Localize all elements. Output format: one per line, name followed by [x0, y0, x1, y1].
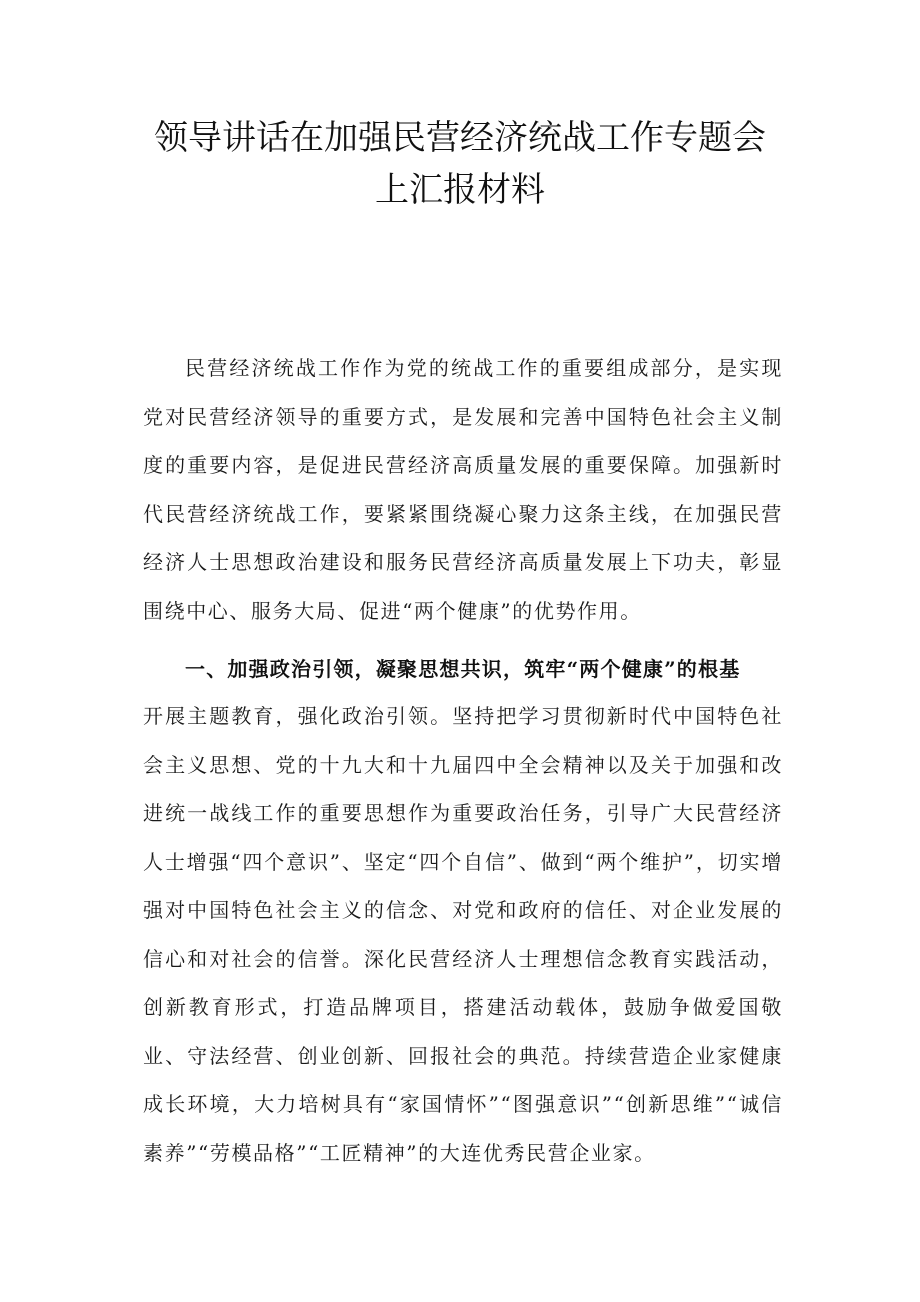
section-1-paragraph: 开展主题教育，强化政治引领。坚持把学习贯彻新时代中国特色社会主义思想、党的十九大和十九届四中全会精神以及关于加强和改进统一战线工作的重要思想作为重要政治任务，引导广大民营经济人士增强“四个意识”、坚定“四个自信”、做到“两个维护”，切实增强对中国特色社会主义的信念、对党和政府的信任、对企业发展的信心和对社会的信誉。深化民营经济人士理想信念教育实践活动，创新教育形式，打造品牌项目，搭建活动载体，鼓励争做爱国敬业、守法经营、创业创新、回报社会的典范。持续营造企业家健康成长环境，大力培树具有“家国情怀”“图强意识”“创新思维”“诚信素养”“劳模品格”“工匠精神”的大连优秀民营企业家。	[143, 704, 783, 1165]
intro-paragraph: 民营经济统战工作作为党的统战工作的重要组成部分，是实现党对民营经济领导的重要方式，是发展和完善中国特色社会主义制度的重要内容，是促进民营经济高质量发展的重要保障。加强新时代民营经济统战工作，要紧紧围绕凝心聚力这条主线，在加强民营经济人士思想政治建设和服务民营经济高质量发展上下功夫，彰显围绕中心、服务大局、促进“两个健康”的优势作用。	[143, 356, 783, 623]
section-1-heading: 一、加强政治引领，凝聚思想共识，筑牢“两个健康”的根基	[185, 657, 741, 681]
document-title-line-2: 上汇报材料	[375, 170, 545, 210]
document-title	[100, 112, 820, 216]
document-title-line-1: 领导讲话在加强民营经济统战工作专题会	[154, 118, 766, 158]
